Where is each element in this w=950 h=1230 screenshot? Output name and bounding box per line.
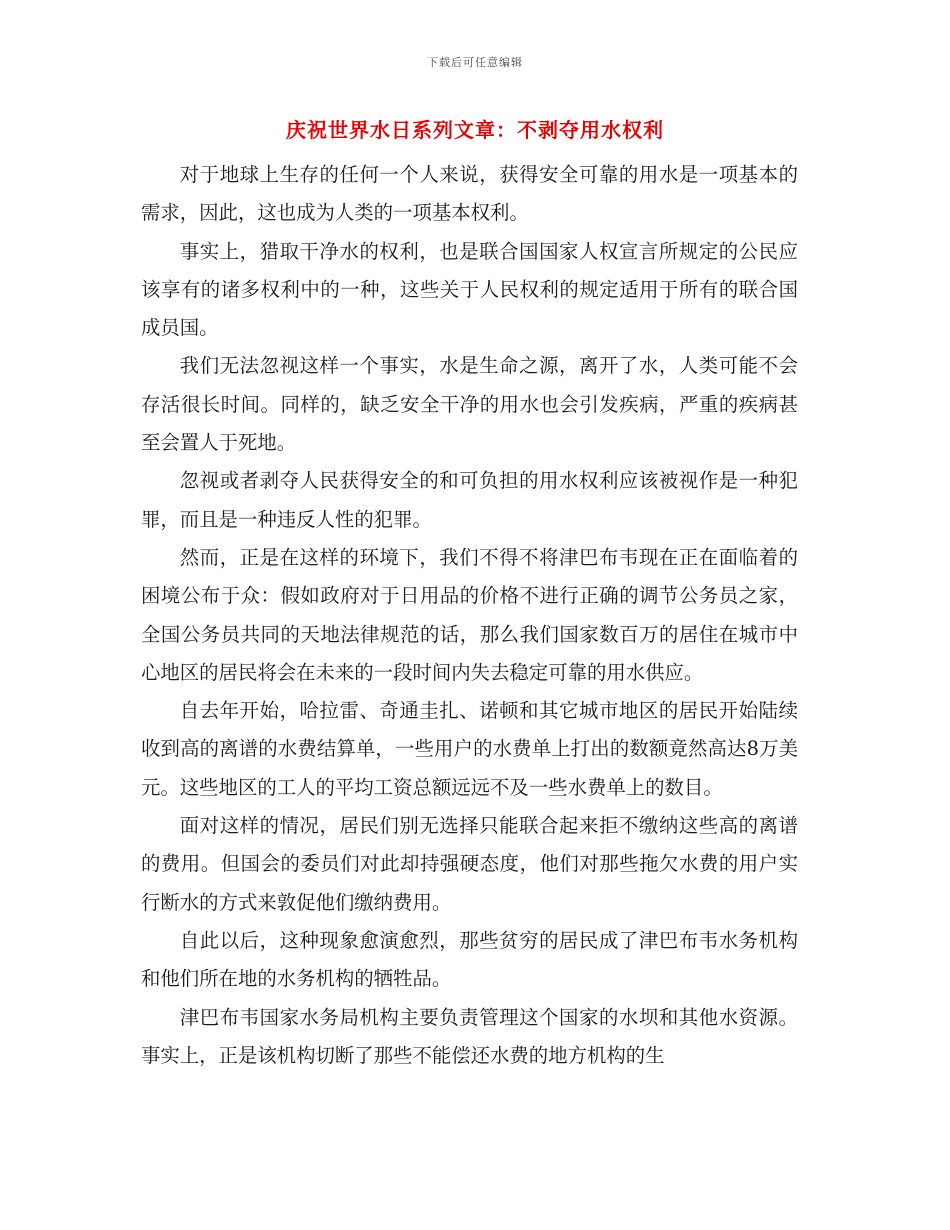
paragraph: 自此以后，这种现象愈演愈烈，那些贫穷的居民成了津巴布韦水务机构和他们所在地的水务机构的牺牲品。 [141, 928, 798, 991]
header-note: 下载后可任意编辑 [427, 56, 523, 69]
paragraph: 津巴布韦国家水务局机构主要负责管理这个国家的水坝和其他水资源。事实上，正是该机构切断了那些不能偿还水费的地方机构的生 [141, 1005, 798, 1067]
paragraph: 忽视或者剥夺人民获得安全的和可负担的用水权利应该被视作是一种犯罪，而且是一种违反人性的犯罪。 [141, 469, 798, 531]
document-body [141, 156, 798, 1075]
paragraph: 事实上，猎取干净水的权利，也是联合国国家人权宣言所规定的公民应该享有的诸多权利中的一种，这些关于人民权利的规定适用于所有的联合国成员国。 [141, 239, 798, 340]
paragraph: 面对这样的情况，居民们别无选择只能联合起来拒不缴纳这些高的离谱的费用。但国会的委员们对此却持强硬态度，他们对那些拖欠水费的用户实行断水的方式来敦促他们缴纳费用。 [141, 814, 798, 914]
paragraph: 我们无法忽视这样一个事实，水是生命之源，离开了水，人类可能不会存活很长时间。同样的，缺乏安全干净的用水也会引发疾病，严重的疾病甚至会置人于死地。 [141, 354, 798, 455]
paragraph: 然而，正是在这样的环境下，我们不得不将津巴布韦现在正在面临着的困境公布于众：假如政府对于日用品的价格不进行正确的调节公务员之家，全国公务员共同的天地法律规范的话，那么我们国家数百万的居住在城市中心地区的居民将会在未来的一段时间内失去稳定可靠的用水供应。 [141, 545, 798, 684]
paragraph: 自去年开始，哈拉雷、奇通圭扎、诺顿和其它城市地区的居民开始陆续收到高的离谱的水费结算单，一些用户的水费单上打出的数额竟然高达8万美元。这些地区的工人的平均工资总额远远不及一些水费单上的数目。 [141, 699, 798, 799]
paragraph: 对于地球上生存的任何一个人来说，获得安全可靠的用水是一项基本的需求，因此，这也成为人类的一项基本权利。 [141, 163, 798, 225]
document-title: 庆祝世界水日系列文章：不剥夺用水权利 [286, 118, 664, 142]
